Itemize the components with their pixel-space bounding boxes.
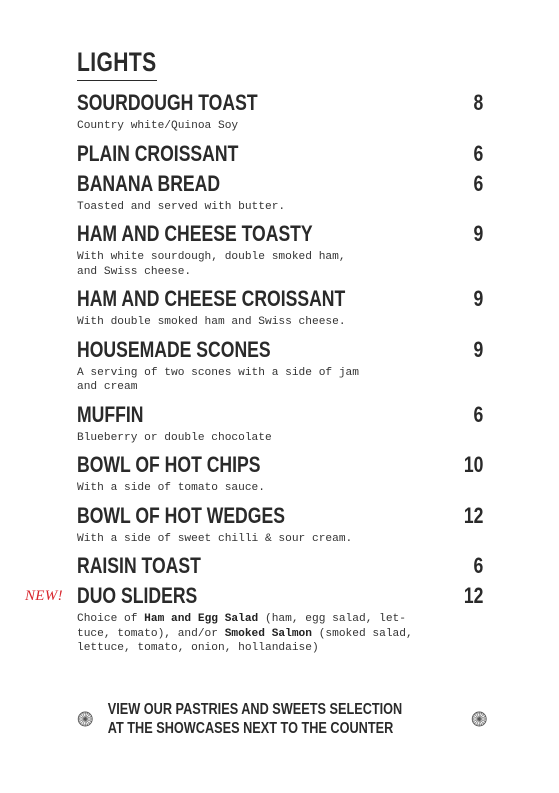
footer-text xyxy=(93,700,402,738)
item-head xyxy=(77,169,483,199)
item-description: With white sourdough, double smoked ham, and Swiss cheese. xyxy=(77,251,346,278)
item-name: BOWL OF HOT WEDGES xyxy=(77,502,285,528)
item-name: PLAIN CROISSANT xyxy=(77,140,239,166)
item-price: 9 xyxy=(473,336,483,362)
menu-item xyxy=(77,551,483,581)
item-head xyxy=(77,139,483,169)
menu-items xyxy=(77,88,483,581)
item-name: HAM AND CHEESE TOASTY xyxy=(77,221,313,246)
item-price: 12 xyxy=(463,583,483,608)
item-price: 10 xyxy=(463,452,483,477)
menu-item xyxy=(77,400,483,446)
item-price: 6 xyxy=(473,401,483,427)
desc-highlight: Smoked Salmon xyxy=(224,627,312,640)
item-name: RAISIN TOAST xyxy=(77,553,201,578)
desc-text: (ham, egg salad, let- tuce, tomato), and/or xyxy=(77,613,406,640)
wagon-wheel-icon xyxy=(471,701,487,737)
desc-text: (smoked salad, lettuce, tomato, onion, hollandaise) xyxy=(77,627,413,654)
item-name: BANANA BREAD xyxy=(77,170,221,196)
menu-item xyxy=(77,139,483,169)
item-name: MUFFIN xyxy=(77,401,144,427)
item-description: Country white/Quinoa Soy xyxy=(77,120,239,132)
item-description: With double smoked ham and Swiss cheese. xyxy=(77,316,346,328)
item-head xyxy=(77,219,483,249)
menu-item xyxy=(77,450,483,496)
item-description: With a side of tomato sauce. xyxy=(77,482,265,494)
desc-highlight: Ham and Egg Salad xyxy=(144,613,259,625)
item-name: BOWL OF HOT CHIPS xyxy=(77,452,261,477)
item-head xyxy=(77,551,483,581)
item-description: Blueberry or double chocolate xyxy=(77,431,272,444)
item-price: 8 xyxy=(473,90,483,115)
menu-item xyxy=(77,88,483,134)
item-name: HAM AND CHEESE CROISSANT xyxy=(77,286,346,311)
title-underline xyxy=(77,80,157,81)
item-description xyxy=(77,612,483,656)
item-price: 6 xyxy=(473,140,483,166)
item-name: SOURDOUGH TOAST xyxy=(77,90,258,115)
menu-page xyxy=(25,46,483,661)
wagon-wheel-icon xyxy=(77,701,93,737)
footer-banner xyxy=(77,697,487,741)
item-price: 9 xyxy=(473,221,483,246)
item-head xyxy=(77,501,483,531)
item-description: Toasted and served with butter. xyxy=(77,200,286,213)
menu-item-featured xyxy=(25,581,483,656)
item-description: A serving of two scones with a side of jam and cream xyxy=(77,366,359,393)
item-head xyxy=(77,400,483,430)
item-head xyxy=(77,335,483,365)
item-head xyxy=(77,88,483,118)
item-price: 9 xyxy=(473,286,483,311)
item-name: HOUSEMADE SCONES xyxy=(77,336,271,362)
footer-line: VIEW OUR PASTRIES AND SWEETS SELECTION xyxy=(108,701,403,718)
item-price: 6 xyxy=(473,553,483,578)
footer-line: AT THE SHOWCASES NEXT TO THE COUNTER xyxy=(108,720,394,737)
menu-item xyxy=(77,284,483,330)
menu-item xyxy=(77,501,483,547)
item-price: 6 xyxy=(473,170,483,196)
item-head xyxy=(77,284,483,314)
item-head xyxy=(77,450,483,480)
menu-item xyxy=(77,219,483,279)
section-title: LIGHTS xyxy=(77,47,157,77)
new-badge: NEW! xyxy=(25,588,63,604)
item-price: 12 xyxy=(463,502,483,528)
item-description: With a side of sweet chilli & sour cream. xyxy=(77,532,353,545)
menu-item xyxy=(77,169,483,215)
menu-item xyxy=(77,335,483,395)
desc-text: Choice of xyxy=(77,613,145,625)
item-name: DUO SLIDERS xyxy=(77,583,198,608)
item-head xyxy=(77,581,483,611)
